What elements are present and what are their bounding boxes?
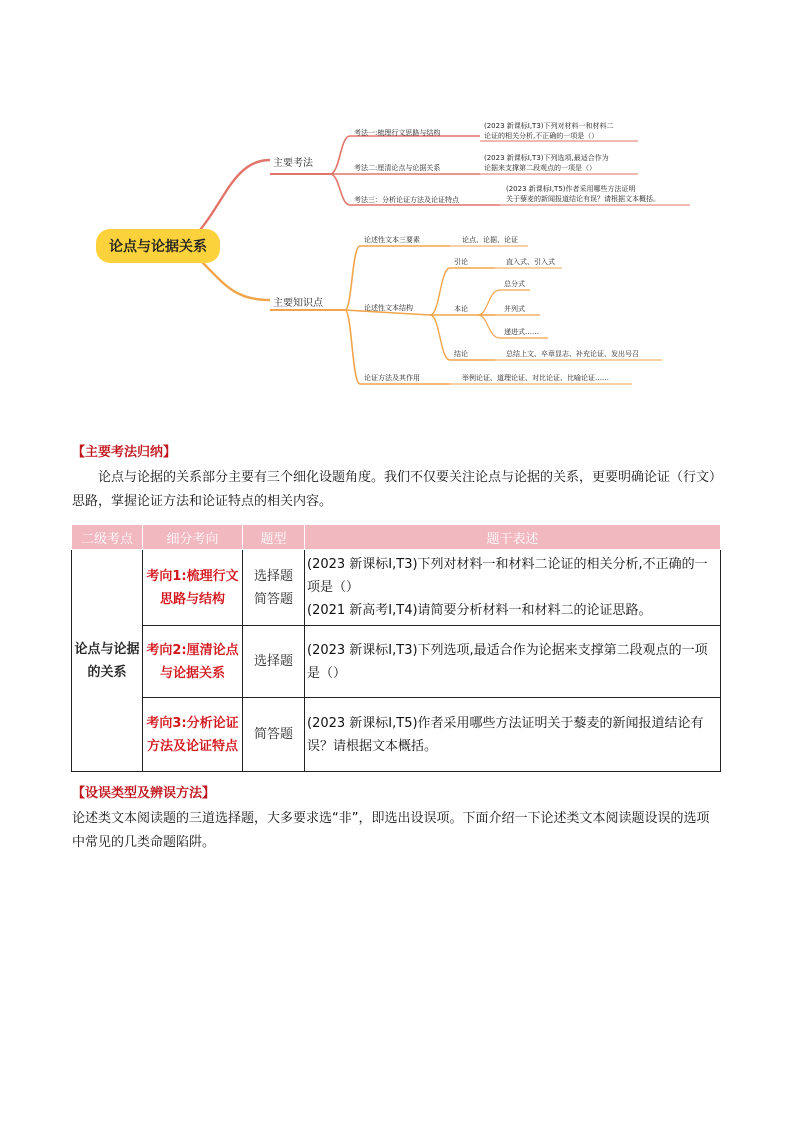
type-label: 简答题: [253, 591, 293, 607]
description-line: (2021 新高考Ⅰ,T4)请简要分析材料一和材料二的论证思路。: [307, 603, 652, 618]
section-title-main-methods: 【主要考法归纳】: [72, 445, 177, 460]
structure-body-2: 并列式: [504, 305, 525, 313]
method-3-note-a: (2023 新课标Ⅰ,T5)作者采用哪些方法证明: [506, 185, 636, 193]
direction-cell: 考向3:分析论证方法及论证特点: [143, 698, 243, 772]
structure-body: 本论: [454, 305, 468, 313]
type-cell: 简答题: [243, 698, 305, 772]
structure-intro-value: 直入式、引入式: [506, 258, 555, 266]
structure-body-1: 总分式: [504, 280, 525, 288]
knowledge-methods-value: 举例论证、道理论证、对比论证、比喻论证……: [462, 374, 609, 382]
knowledge-three-elements-value: 论点、论据、论证: [462, 236, 518, 244]
knowledge-three-elements: 论述性文本三要素: [364, 236, 420, 244]
method-3-note-b: 关于藜麦的新闻报道结论有误？请根据文本概括。: [506, 195, 660, 203]
direction-cell: 考向2:厘清论点与论据关系: [143, 626, 243, 698]
table-header-cell: 题干表述: [305, 525, 721, 550]
section-paragraph-main-methods: 论点与论据的关系部分主要有三个细化设题角度。我们不仅要关注论点与论据的关系，更要明确论证（行文）思路，掌握论证方法和论证特点的相关内容。: [72, 470, 723, 509]
type-label: 选择题: [253, 568, 293, 584]
category-cell: 论点与论据的关系: [72, 550, 143, 772]
structure-conclusion-value: 总结上文、卒章显志、补充论证、发出号召: [506, 350, 639, 358]
method-2-label: 考法二:厘清论点与论据关系: [354, 164, 441, 172]
table-row: [72, 626, 721, 698]
section-paragraph-error-types: 论述类文本阅读题的三道选择题，大多要求选“非”，即选出设误项。下面介绍一下论述类文本阅读题设误的选项中常见的几类命题陷阱。: [72, 811, 710, 850]
description-cell: (2023 新课标Ⅰ,T5)作者采用哪些方法证明关于藜麦的新闻报道结论有误？请根据文本概括。: [305, 698, 721, 772]
method-1-label: 考法一:梳理行文思路与结构: [354, 129, 441, 137]
description-cell: (2023 新课标Ⅰ,T3)下列选项,最适合作为论据来支撑第二段观点的一项是（）: [305, 626, 721, 698]
direction-cell: 考向1:梳理行文思路与结构: [143, 550, 243, 626]
type-cell: 选择题: [243, 626, 305, 698]
branch-main-methods: 主要考法: [273, 158, 313, 169]
table-row: [72, 698, 721, 772]
type-cell: [243, 550, 305, 626]
description-cell: [305, 550, 721, 626]
method-3-label: 考法三：分析论证方法及论证特点: [354, 196, 459, 204]
table-row: [72, 550, 721, 626]
table-header-cell: 细分考向: [143, 525, 243, 550]
table-header-cell: 二级考点: [72, 525, 143, 550]
table-header-cell: 题型: [243, 525, 305, 550]
mind-map: [0, 0, 794, 410]
knowledge-structure: 论述性文本结构: [364, 304, 413, 312]
section-title-error-types: 【设误类型及辨误方法】: [72, 786, 216, 801]
method-2-note-b: 论据来支撑第二段观点的一项是（）: [484, 164, 596, 172]
structure-body-3: 递进式……: [504, 328, 539, 336]
structure-intro: 引论: [454, 258, 468, 266]
knowledge-methods: 论证方法及其作用: [364, 374, 420, 382]
method-2-note-a: (2023 新课标Ⅰ,T3)下列选项,最适合作为: [484, 154, 609, 162]
table-header-row: [72, 525, 721, 550]
structure-conclusion: 结论: [454, 350, 468, 358]
methods-table: [71, 524, 721, 772]
mind-map-root-label: 论点与论据关系: [109, 239, 207, 255]
description-line: (2023 新课标Ⅰ,T3)下列对材料一和材料二论证的相关分析,不正确的一项是（）: [307, 557, 708, 595]
branch-main-knowledge: 主要知识点: [273, 298, 323, 309]
method-1-note-a: (2023 新课标Ⅰ,T3)下列对材料一和材料二: [484, 122, 614, 130]
method-1-note-b: 论证的相关分析,不正确的一项是（）: [484, 132, 599, 140]
